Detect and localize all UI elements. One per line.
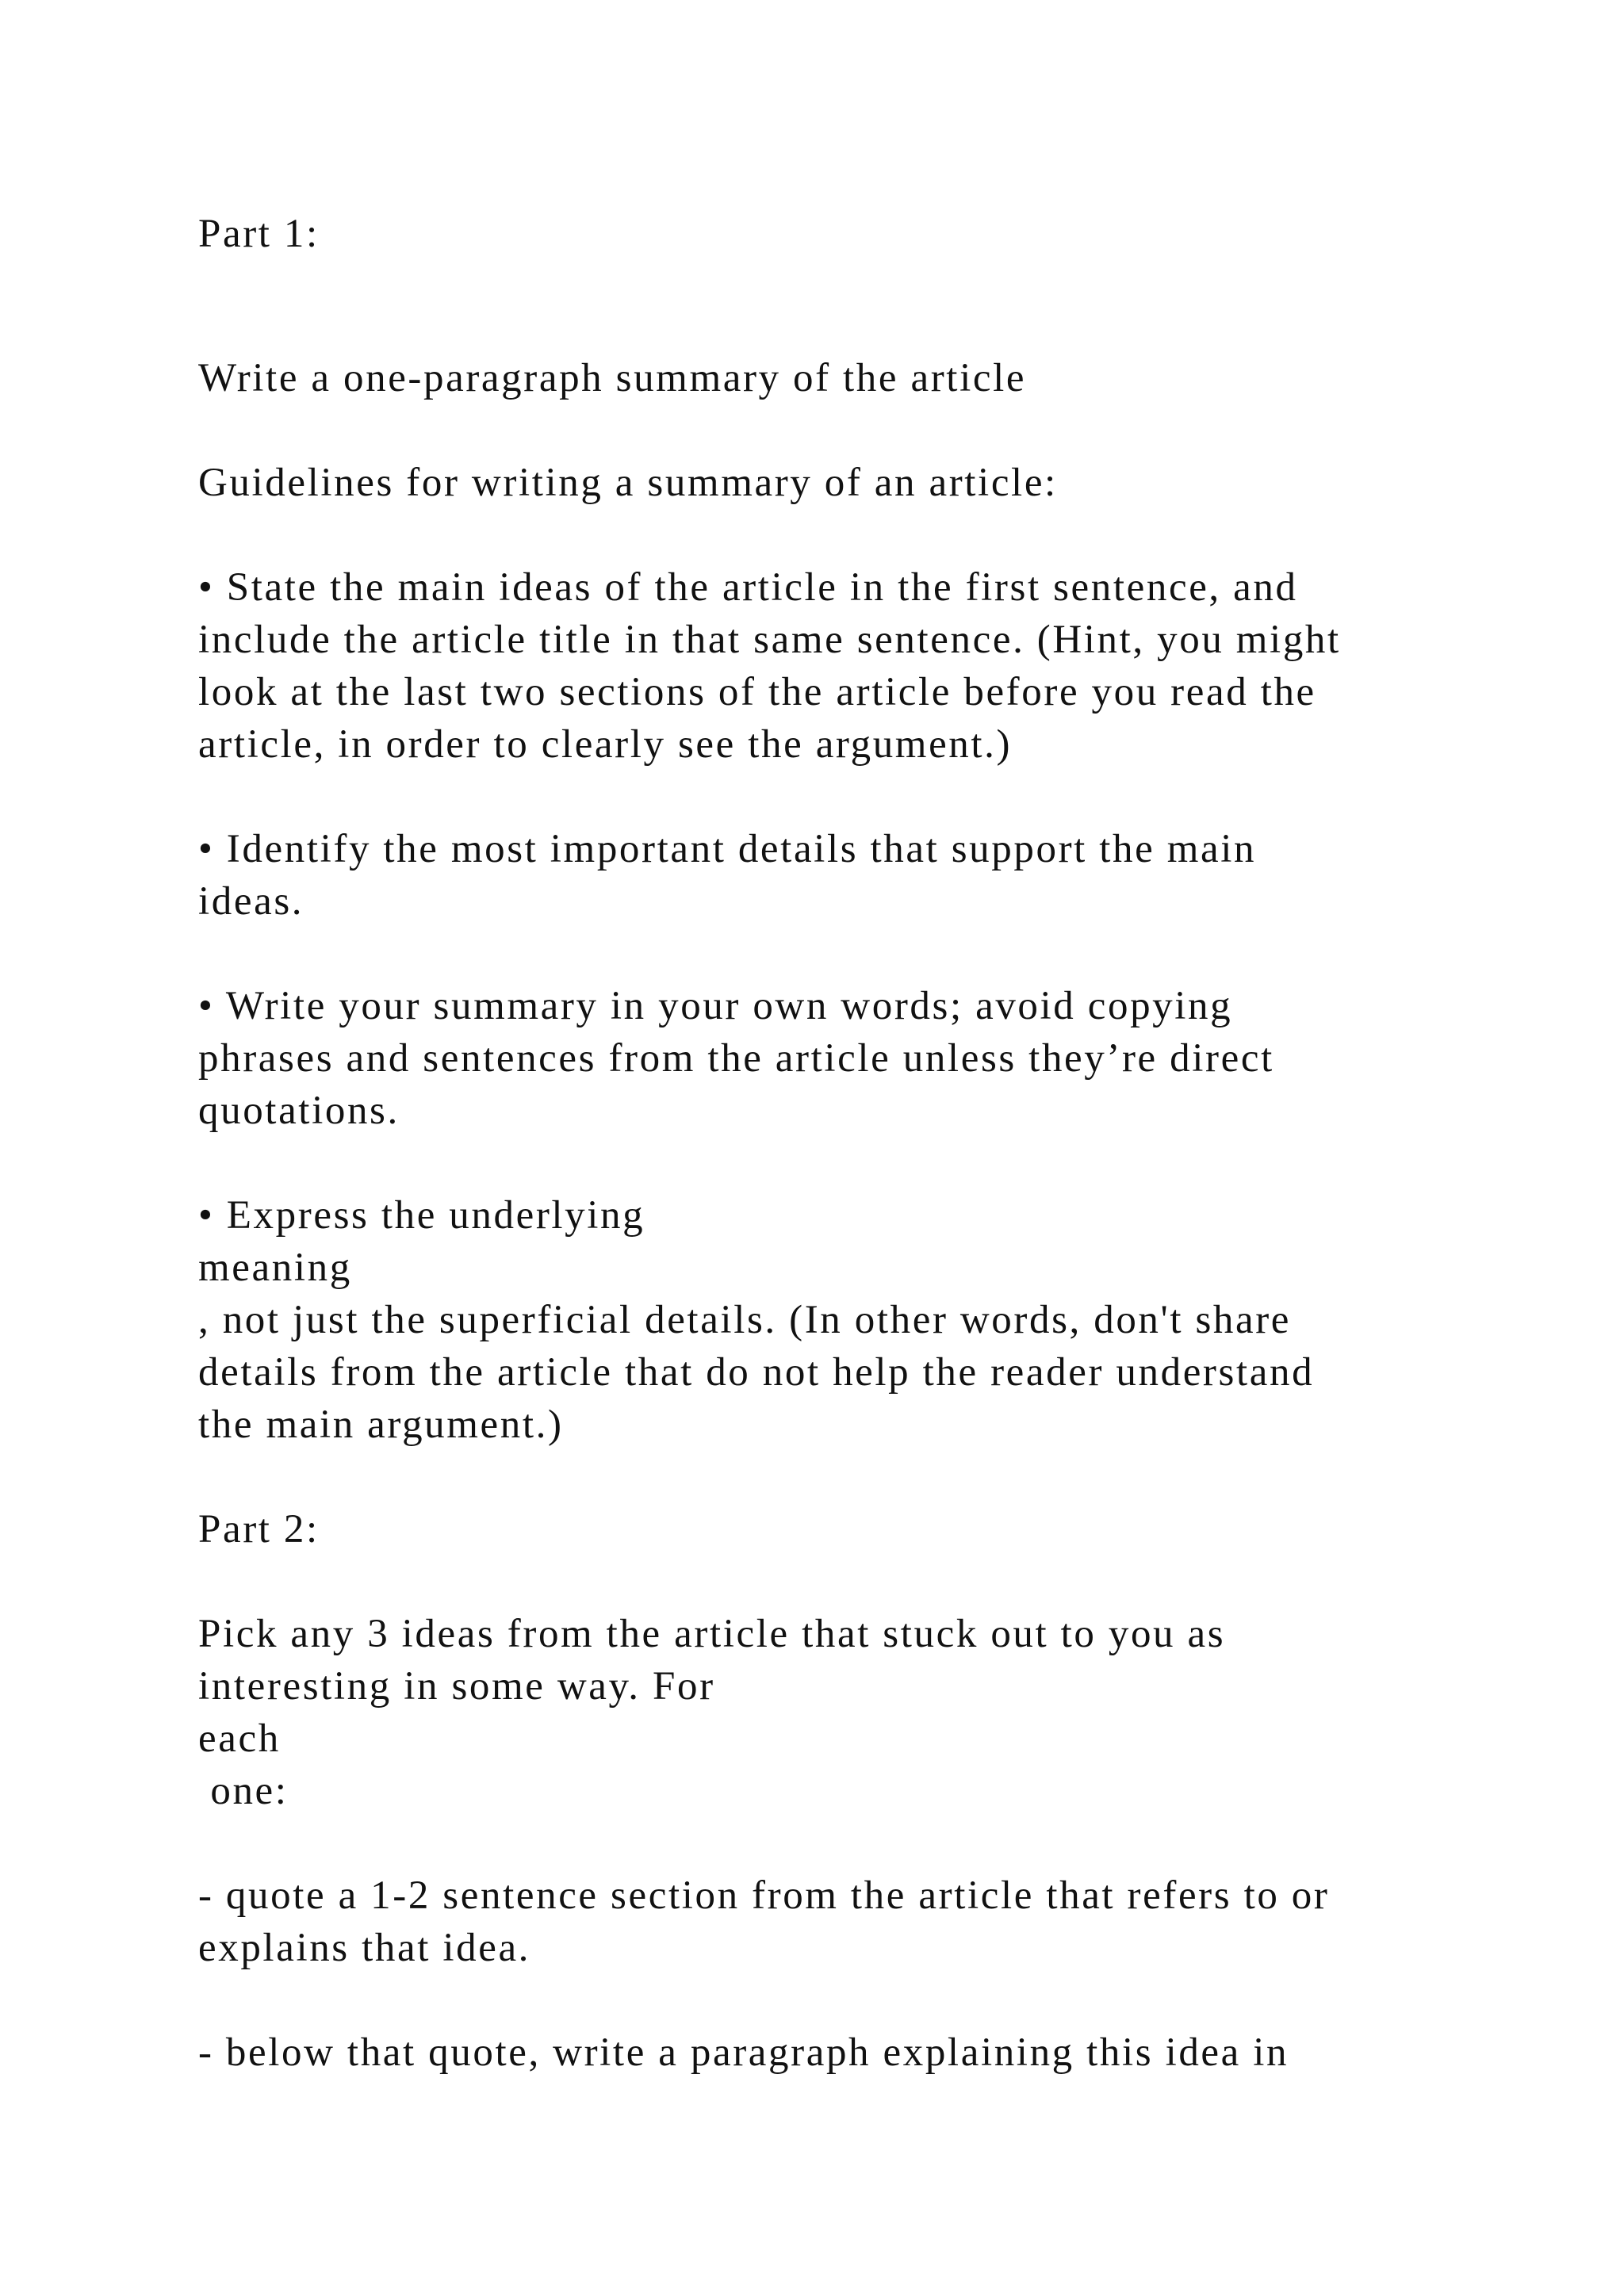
part1-task: Write a one-paragraph summary of the article: [198, 356, 1027, 400]
part2-heading: Part 2:: [198, 1507, 320, 1552]
bullet3-line1: • Write your summary in your own words; avoid copying: [198, 984, 1233, 1028]
step1-line1: - quote a 1-2 sentence section from the article that refers to or: [198, 1873, 1330, 1918]
bullet1-line4: article, in order to clearly see the argument.): [198, 722, 1013, 767]
guidelines-heading: Guidelines for writing a summary of an article:: [198, 461, 1058, 505]
step1-line2: explains that idea.: [198, 1926, 531, 1970]
bullet4-line3: , not just the superficial details. (In other words, don't share: [198, 1298, 1292, 1342]
part2-task-line3: each: [198, 1716, 281, 1761]
bullet2-line1: • Identify the most important details that support the main: [198, 827, 1257, 871]
part2-task-line1: Pick any 3 ideas from the article that stuck out to you as: [198, 1612, 1226, 1656]
bullet3-line3: quotations.: [198, 1089, 400, 1133]
bullet1-line3: look at the last two sections of the article before you read the: [198, 670, 1316, 714]
step2-line1: - below that quote, write a paragraph explaining this idea in: [198, 2030, 1289, 2075]
bullet4-line5: the main argument.): [198, 1402, 564, 1447]
bullet1-line1: • State the main ideas of the article in the first sentence, and: [198, 565, 1298, 610]
part1-heading: Part 1:: [198, 212, 320, 256]
bullet4-line1: • Express the underlying: [198, 1193, 645, 1238]
bullet4-line2: meaning: [198, 1246, 352, 1290]
bullet2-line2: ideas.: [198, 879, 304, 924]
part2-task-line2: interesting in some way. For: [198, 1664, 715, 1709]
bullet1-line2: include the article title in that same sentence. (Hint, you might: [198, 618, 1341, 662]
bullet4-line4: details from the article that do not help the reader understand: [198, 1350, 1315, 1395]
part2-task-line4: one:: [198, 1769, 289, 1813]
bullet3-line2: phrases and sentences from the article unless they’re direct: [198, 1036, 1274, 1081]
